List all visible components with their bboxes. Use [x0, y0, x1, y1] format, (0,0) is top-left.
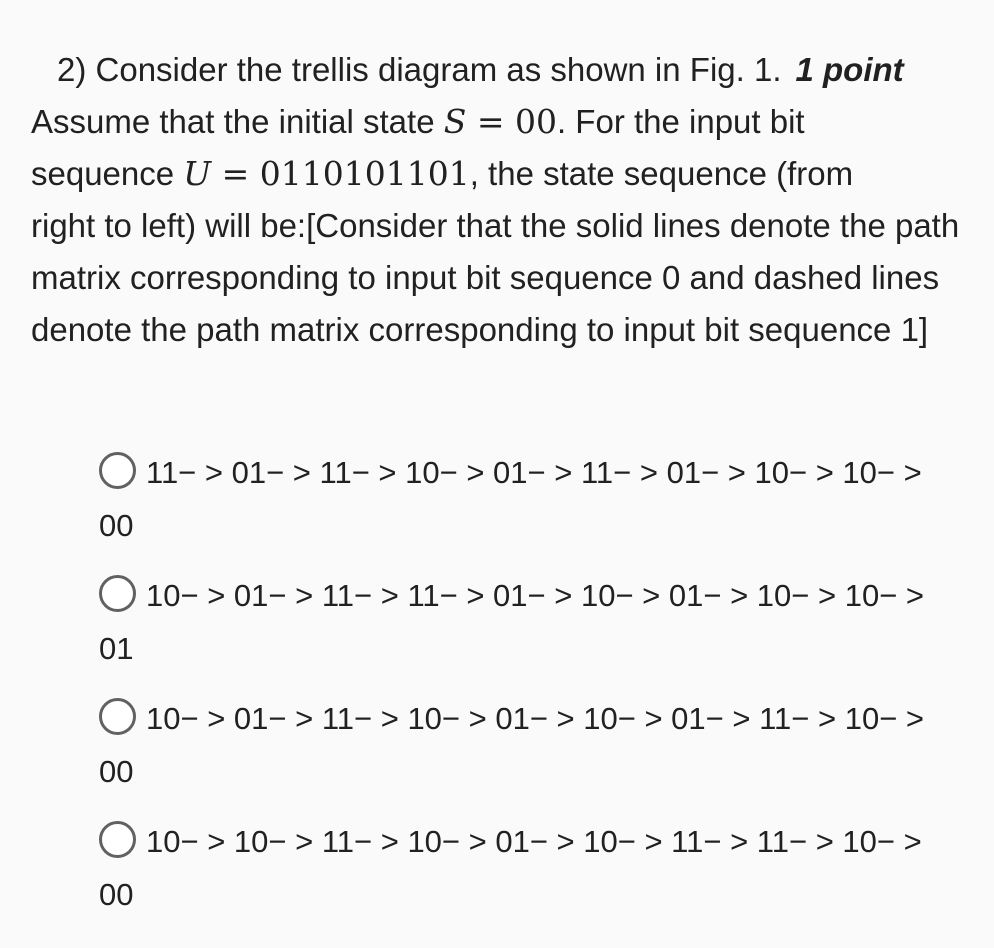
- option-label: 10− > 10− > 11− > 10− > 01− > 10− > 11− > 11− > 10− > 00: [99, 824, 922, 912]
- question-header: [31, 44, 966, 96]
- question-number: 2): [57, 51, 87, 88]
- radio-button-icon[interactable]: [99, 821, 136, 858]
- math-initial-state: S = 00: [443, 102, 557, 141]
- radio-button-icon[interactable]: [99, 575, 136, 612]
- question-instructions: right to left) will be:[Consider that the solid lines denote the path matrix corresponding to input bit sequence 0 and dashed lines denote the path matrix corresponding to input bit sequence 1]: [31, 207, 960, 348]
- option-label: 10− > 01− > 11− > 10− > 01− > 10− > 01− > 11− > 10− > 00: [99, 701, 925, 789]
- option-3[interactable]: [99, 692, 959, 798]
- points-label: 1 point: [795, 51, 904, 88]
- math-input-sequence: U = 0110101101: [183, 154, 470, 193]
- option-1[interactable]: [99, 446, 959, 552]
- option-label: 11− > 01− > 11− > 10− > 01− > 11− > 01− > 10− > 10− > 00: [99, 455, 922, 543]
- question-line-input-sequence: sequence U = 0110101101, the state sequence (from: [31, 154, 854, 193]
- radio-button-icon[interactable]: [99, 698, 136, 735]
- option-2[interactable]: [99, 569, 959, 675]
- option-4[interactable]: [99, 815, 959, 921]
- question-line-initial-state: Assume that the initial state S = 00. For the input bit: [31, 102, 805, 141]
- radio-button-icon[interactable]: [99, 452, 136, 489]
- question-stem: Consider the trellis diagram as shown in Fig. 1.: [95, 51, 782, 88]
- question-text: [31, 44, 966, 356]
- option-label: 10− > 01− > 11− > 11− > 01− > 10− > 01− > 10− > 10− > 01: [99, 578, 925, 666]
- answer-options: [99, 446, 959, 938]
